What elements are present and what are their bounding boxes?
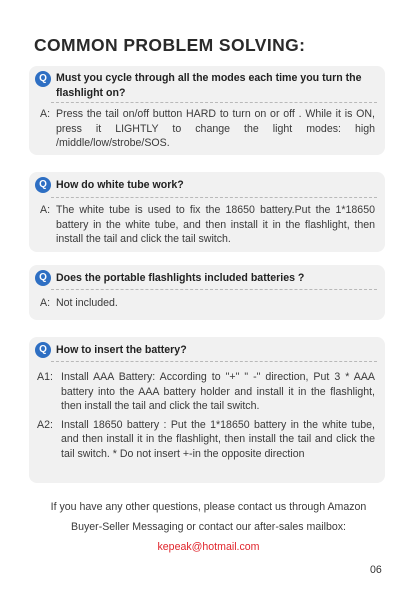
answer-label: A1: <box>37 371 53 383</box>
faq-answer <box>40 203 375 247</box>
q-badge-icon: Q <box>35 270 51 286</box>
answer-label: A: <box>40 204 51 216</box>
dashed-divider <box>51 361 377 362</box>
faq-card-1 <box>29 66 385 155</box>
dashed-divider <box>51 197 377 198</box>
answer-row <box>40 203 375 247</box>
contact-footer <box>38 497 379 557</box>
support-email-link[interactable]: kepeak@hotmail.com <box>157 541 260 553</box>
faq-question: How to insert the battery? <box>56 344 187 356</box>
answer-text: Press the tail on/off button HARD to turn on or off . While it is ON, press it LIGHTLY to change the light modes: high /middle/low/strobe/SOS. <box>56 108 375 150</box>
footer-text: If you have any other questions, please contact us through Amazon Buyer-Seller Messaging or contact our after-sales mailbox: <box>50 501 367 533</box>
answer-text: The white tube is used to fix the 18650 battery.Put the 1*18650 battery in the white tube, and then install it in the flashlight, then install the tail and click the tail switch. <box>56 204 375 246</box>
dashed-divider <box>51 289 377 290</box>
answer-row <box>37 418 375 462</box>
answer-text: Install AAA Battery: According to "+" " -" direction, Put 3 * AAA battery into the AAA battery holder and install it in the flashlight, then install the tail and click the tail switch. <box>61 371 375 413</box>
answer-text: Not included. <box>56 297 118 309</box>
faq-card-4 <box>29 337 385 483</box>
answer-label: A: <box>40 297 51 309</box>
q-badge-icon: Q <box>35 342 51 358</box>
faq-answer <box>37 370 375 462</box>
faq-question: How do white tube work? <box>56 179 184 191</box>
faq-question: Does the portable flashlights included batteries ? <box>56 272 305 284</box>
answer-label: A: <box>40 108 51 120</box>
q-badge-icon: Q <box>35 71 51 87</box>
answer-row <box>37 370 375 414</box>
faq-answer <box>40 107 375 151</box>
answer-text: Install 18650 battery : Put the 1*18650 battery in the white tube, and then install it in the flashlight, then install the tail and click the tail switch. * Do not insert +-in the opposite direction <box>61 418 375 460</box>
page-number: 06 <box>370 564 382 576</box>
answer-row <box>40 296 375 311</box>
dashed-divider <box>51 102 377 103</box>
faq-answer <box>40 296 375 311</box>
q-badge-icon: Q <box>35 177 51 193</box>
page-title: COMMON PROBLEM SOLVING: <box>34 35 306 55</box>
answer-row <box>40 107 375 151</box>
faq-card-3 <box>29 265 385 320</box>
faq-question: Must you cycle through all the modes each time you turn the flashlight on? <box>56 72 362 99</box>
faq-card-2 <box>29 172 385 252</box>
answer-label: A2: <box>37 418 53 431</box>
